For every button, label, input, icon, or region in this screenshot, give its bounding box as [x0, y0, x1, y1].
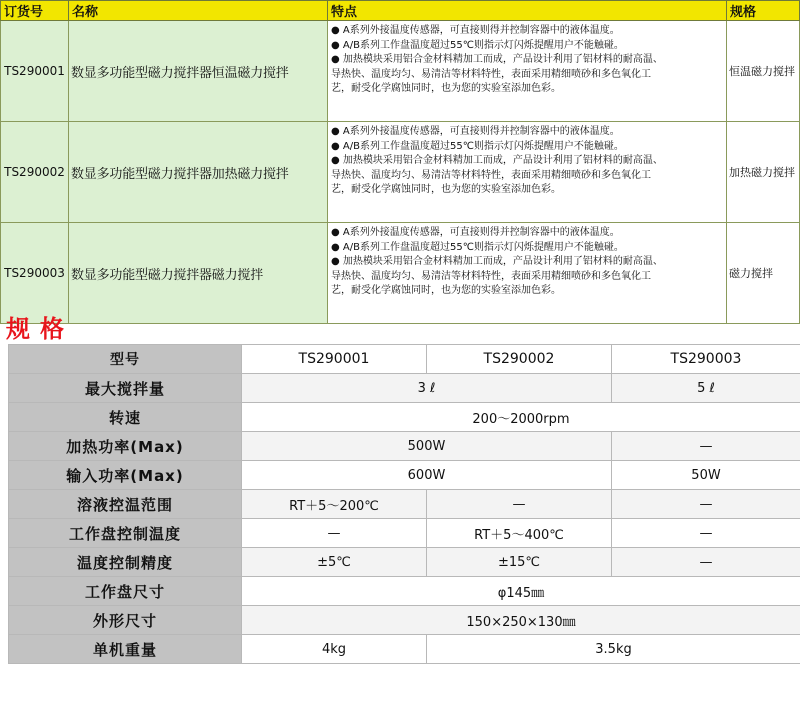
spec-value: RT＋5～200℃: [242, 490, 427, 519]
feature-line: 艺，耐受化学腐蚀同时，也为您的实验室添加色彩。: [331, 83, 561, 94]
feature-line: ● A/B系列工作盘温度超过55℃则指示灯闪烁提醒用户不能触碰。: [331, 39, 624, 51]
spec-section-title: 规格: [6, 315, 74, 343]
order-table: [0, 0, 800, 324]
header-spec: 规格: [727, 1, 800, 21]
feature-line: 艺，耐受化学腐蚀同时，也为您的实验室添加色彩。: [331, 285, 561, 296]
features-cell: [328, 122, 727, 223]
spec-row-input-power: [9, 461, 800, 490]
feature-line: ● A系列外接温度传感器，可直接则得并控制容器中的液体温度。: [331, 126, 620, 137]
spec-row-temp-accuracy: [9, 548, 800, 577]
spec-label: 溶液控温范围: [9, 490, 242, 519]
spec-value: —: [427, 490, 612, 519]
header-name: 名称: [69, 1, 328, 21]
spec-cell: 磁力搅拌: [727, 223, 800, 324]
spec-label: 输入功率(Max): [9, 461, 242, 490]
header-code: 订货号: [1, 1, 69, 21]
spec-label: 外形尺寸: [9, 606, 242, 635]
feature-line: ● A/B系列工作盘温度超过55℃则指示灯闪烁提醒用户不能触碰。: [331, 140, 624, 152]
spec-value: 50W: [612, 461, 800, 490]
spec-row-plate-temp: [9, 519, 800, 548]
model-col-2: TS290002: [427, 345, 612, 374]
spec-label-model: 型号: [9, 345, 242, 374]
spec-value: 500W: [242, 432, 612, 461]
spec-value: RT＋5～400℃: [427, 519, 612, 548]
spec-row-speed: [9, 403, 800, 432]
spec-value: —: [612, 432, 800, 461]
features-cell: [328, 223, 727, 324]
feature-line: ● 加热模块采用铝合金材料精加工而成，产品设计利用了铝材料的耐高温、: [331, 54, 663, 65]
order-code: TS290002: [1, 122, 69, 223]
feature-line: ● A系列外接温度传感器，可直接则得并控制容器中的液体温度。: [331, 25, 620, 36]
spec-value: —: [612, 548, 800, 577]
product-name: 数显多功能型磁力搅拌器恒温磁力搅拌: [69, 21, 328, 122]
order-row: [1, 122, 800, 223]
spec-value: ±15℃: [427, 548, 612, 577]
spec-row-heat-power: [9, 432, 800, 461]
spec-header-row: [9, 345, 800, 374]
spec-row-dimensions: [9, 606, 800, 635]
spec-label: 加热功率(Max): [9, 432, 242, 461]
spec-value: 600W: [242, 461, 612, 490]
spec-table: [8, 344, 800, 664]
feature-line: 导热快、温度均匀、易清洁等材料特性，表面采用精细喷砂和多色氧化工: [331, 68, 651, 80]
spec-value: 3 ℓ: [242, 374, 612, 403]
product-name: 数显多功能型磁力搅拌器加热磁力搅拌: [69, 122, 328, 223]
spec-value: ±5℃: [242, 548, 427, 577]
feature-line: ● A/B系列工作盘温度超过55℃则指示灯闪烁提醒用户不能触碰。: [331, 241, 624, 253]
spec-label: 温度控制精度: [9, 548, 242, 577]
spec-value: 3.5kg: [427, 635, 800, 664]
spec-label: 转速: [9, 403, 242, 432]
spec-value: —: [612, 490, 800, 519]
feature-line: 艺，耐受化学腐蚀同时，也为您的实验室添加色彩。: [331, 184, 561, 195]
spec-row-plate-size: [9, 577, 800, 606]
order-table-header: [1, 1, 800, 21]
spec-label: 单机重量: [9, 635, 242, 664]
order-row: [1, 21, 800, 122]
spec-value: φ145㎜: [242, 577, 800, 606]
order-row: [1, 223, 800, 324]
spec-row-weight: [9, 635, 800, 664]
spec-label: 工作盘尺寸: [9, 577, 242, 606]
spec-cell: 恒温磁力搅拌: [727, 21, 800, 122]
features-cell: [328, 21, 727, 122]
spec-row-solution-temp: [9, 490, 800, 519]
model-col-1: TS290001: [242, 345, 427, 374]
spec-label: 最大搅拌量: [9, 374, 242, 403]
feature-line: ● A系列外接温度传感器，可直接则得并控制容器中的液体温度。: [331, 227, 620, 238]
product-name: 数显多功能型磁力搅拌器磁力搅拌: [69, 223, 328, 324]
feature-line: ● 加热模块采用铝合金材料精加工而成，产品设计利用了铝材料的耐高温、: [331, 155, 663, 166]
spec-value: —: [242, 519, 427, 548]
order-code: TS290003: [1, 223, 69, 324]
feature-line: ● 加热模块采用铝合金材料精加工而成，产品设计利用了铝材料的耐高温、: [331, 256, 663, 267]
header-features: 特点: [328, 1, 727, 21]
order-code: TS290001: [1, 21, 69, 122]
spec-value: 200～2000rpm: [242, 403, 800, 432]
spec-value: —: [612, 519, 800, 548]
feature-line: 导热快、温度均匀、易清洁等材料特性，表面采用精细喷砂和多色氧化工: [331, 169, 651, 181]
spec-value: 5 ℓ: [612, 374, 800, 403]
spec-label: 工作盘控制温度: [9, 519, 242, 548]
spec-row-max-volume: [9, 374, 800, 403]
spec-value: 4kg: [242, 635, 427, 664]
spec-cell: 加热磁力搅拌: [727, 122, 800, 223]
model-col-3: TS290003: [612, 345, 800, 374]
feature-line: 导热快、温度均匀、易清洁等材料特性，表面采用精细喷砂和多色氧化工: [331, 270, 651, 282]
spec-value: 150×250×130㎜: [242, 606, 800, 635]
